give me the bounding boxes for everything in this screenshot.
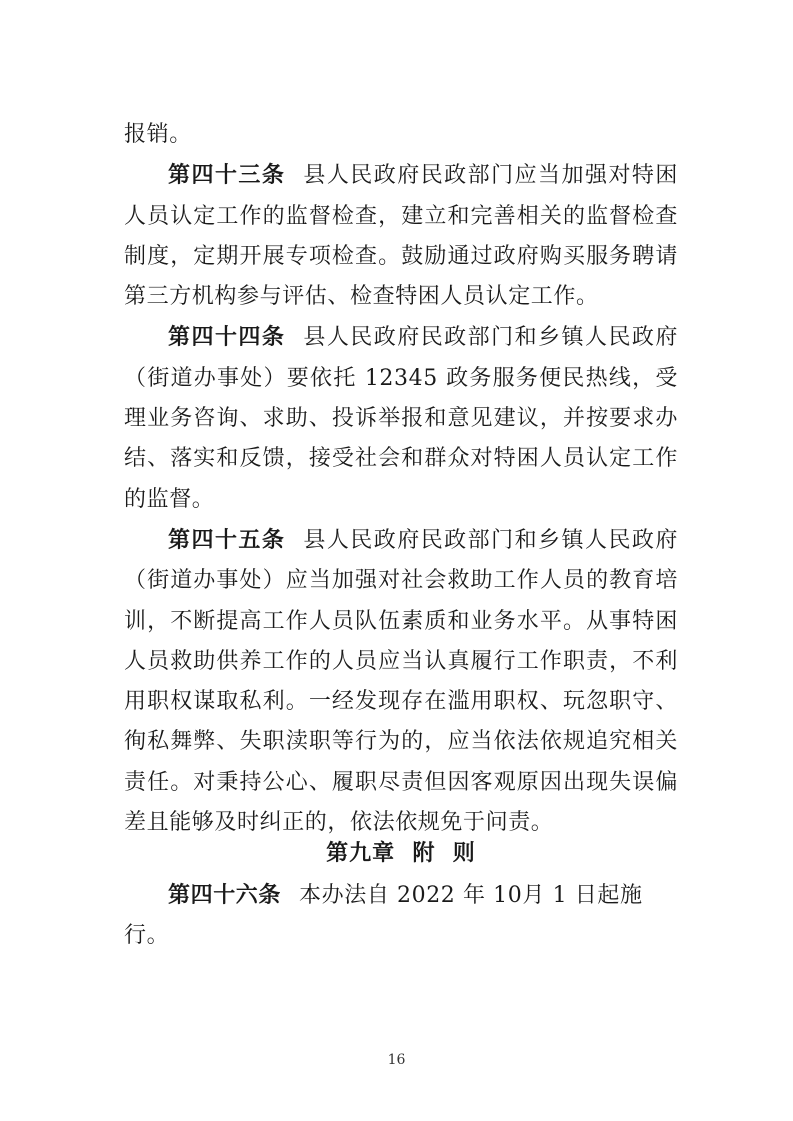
article-46 bbox=[124, 875, 678, 957]
document-body bbox=[124, 115, 678, 843]
article-45-text: 县人民政府民政部门和乡镇人民政府（街道办事处）应当加强对社会救助工作人员的教育培训，不断提高工作人员队伍素质和业务水平。从事特困人员救助供养工作的人员应当认真履行工作职责，不利用职权谋取私利。一经发现存在滥用职权、玩忽职守、徇私舞弊、失职渎职等行为的，应当依法依规追究相关责任。对秉持公心、履职尽责但因客观原因出现失误偏差且能够及时纠正的，依法依规免于问责。 bbox=[124, 527, 678, 836]
article-43-number: 第四十三条 bbox=[168, 162, 286, 189]
article-44-text: 县人民政府民政部门和乡镇人民政府（街道办事处）要依托 12345 政务服务便民热线，受理业务咨询、求助、投诉举报和意见建议，并按要求办结、落实和反馈，接受社会和群众对特困人员认定工作的监督。 bbox=[124, 325, 678, 512]
article-43-text: 县人民政府民政部门应当加强对特困人员认定工作的监督检查，建立和完善相关的监督检查制度，定期开展专项检查。鼓励通过政府购买服务聘请第三方机构参与评估、检查特困人员认定工作。 bbox=[124, 163, 678, 310]
article-44-number: 第四十四条 bbox=[168, 324, 286, 351]
continuation-paragraph bbox=[124, 115, 678, 155]
chapter-title: 第九章 附 则 bbox=[326, 840, 476, 866]
article-46-number: 第四十六条 bbox=[168, 882, 282, 908]
page-number: 16 bbox=[387, 1052, 406, 1068]
article-46-text: 本办法自 2022 年 10月 1 日起施行。 bbox=[124, 883, 643, 949]
article-45 bbox=[124, 520, 678, 843]
article-43 bbox=[124, 155, 678, 317]
continuation-text: 报销。 bbox=[124, 122, 192, 147]
article-45-number: 第四十五条 bbox=[168, 526, 286, 553]
article-44 bbox=[124, 317, 678, 519]
